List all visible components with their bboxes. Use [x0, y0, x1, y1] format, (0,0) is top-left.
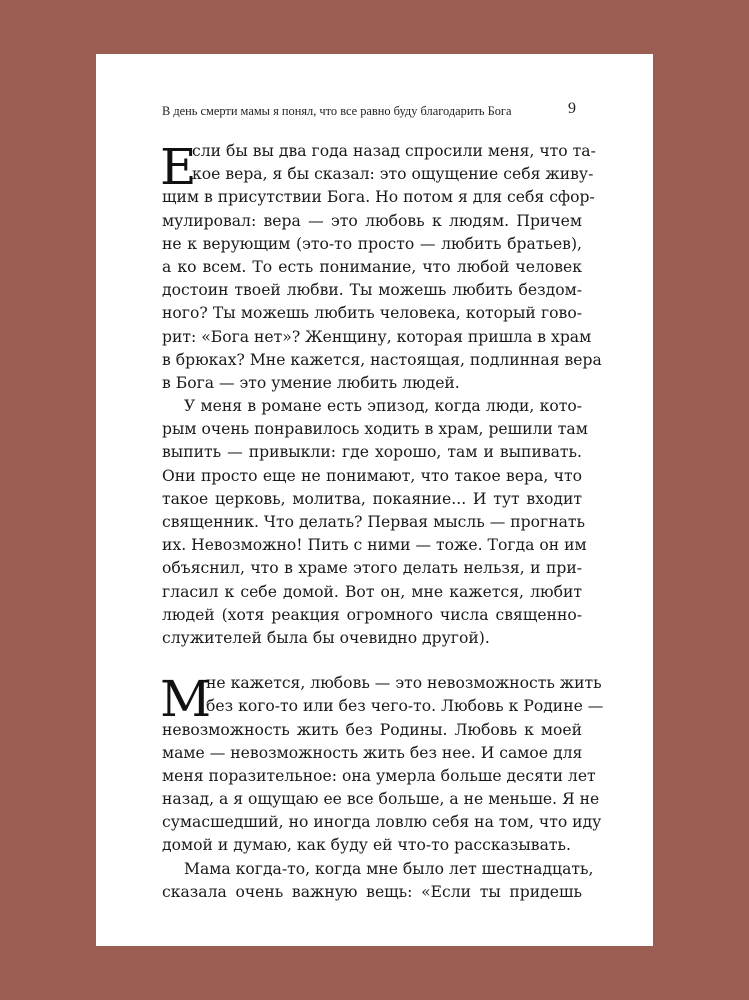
text-line: Они просто еще не понимают, что такое вера, что	[162, 466, 582, 485]
dropcap-m: М	[160, 670, 212, 729]
text-line: такое церковь, молитва, покаяние... И тут входит	[162, 489, 582, 508]
text-line: щим в присутствии Бога. Но потом я для себя сфор-	[162, 188, 595, 207]
text-line: а ко всем. То есть понимание, что любой человек	[162, 257, 582, 276]
text-line: гласил к себе домой. Вот он, мне кажется, любит	[162, 582, 582, 601]
text-line: рым очень понравилось ходить в храм, решили там	[162, 420, 588, 439]
text-line: домой и думаю, как буду ей что-то рассказывать.	[162, 836, 571, 855]
text-line: в брюках? Мне кажется, настоящая, подлинная вера	[162, 350, 602, 369]
text-line: выпить — привыкли: где хорошо, там и выпивать.	[162, 443, 582, 462]
text-line: в Бога — это умение любить людей.	[162, 373, 460, 392]
text-line: мулировал: вера — это любовь к людям. Причем	[162, 211, 582, 230]
text-line: меня поразительное: она умерла больше десяти лет	[162, 766, 596, 785]
text-line: кое вера, я бы сказал: это ощущение себя живу-	[192, 165, 594, 184]
section2-paragraph2	[162, 858, 594, 904]
book-page	[96, 54, 653, 946]
text-line: Мама когда-то, когда мне было лет шестнадцать,	[184, 859, 594, 878]
text-line: невозможность жить без Родины. Любовь к моей	[162, 720, 582, 739]
text-line: их. Невозможно! Пить с ними — тоже. Тогда он им	[162, 536, 587, 555]
text-line: маме — невозможность жить без нее. И самое для	[162, 743, 583, 762]
text-line: сумасшедший, но иногда ловлю себя на том, что иду	[162, 813, 602, 832]
text-line: сли бы вы два года назад спросили меня, что та-	[192, 142, 596, 160]
text-line: сказала очень важную вещь: «Если ты придешь	[162, 882, 582, 901]
page-number: 9	[568, 100, 576, 117]
text-line: объяснил, что в храме этого делать нельзя, и при-	[162, 559, 582, 578]
text-line: рит: «Бога нет»? Женщину, которая пришла в храм	[162, 327, 592, 346]
text-line: ного? Ты можешь любить человека, который гово-	[162, 304, 582, 323]
body-text	[160, 138, 604, 904]
running-title: В день смерти мамы я понял, что все равно буду благодарить Бога	[162, 104, 512, 118]
dropcap-e: Е	[160, 138, 197, 196]
text-line: не к верующим (это-то просто — любить братьев),	[162, 234, 582, 253]
text-line: У меня в романе есть эпизод, когда люди, кото-	[184, 397, 582, 416]
text-line: назад, а я ощущаю ее все больше, а не меньше. Я не	[162, 790, 600, 809]
section1-paragraph1	[160, 138, 602, 395]
section-break	[162, 650, 582, 672]
text-line: не кажется, любовь — это невозможность жить	[206, 674, 602, 693]
text-line: людей (хотя реакция огромного числа священно-	[162, 605, 582, 624]
text-line: достоин твоей любви. Ты можешь любить бездом-	[162, 281, 582, 300]
text-line: священник. Что делать? Первая мысль — прогнать	[162, 513, 586, 531]
text-line: без кого-то или без чего-то. Любовь к Родине —	[206, 697, 604, 716]
text-line: служителей была бы очевидно другой).	[162, 628, 490, 647]
section2-paragraph1	[160, 670, 604, 858]
section1-paragraph2	[162, 395, 588, 650]
